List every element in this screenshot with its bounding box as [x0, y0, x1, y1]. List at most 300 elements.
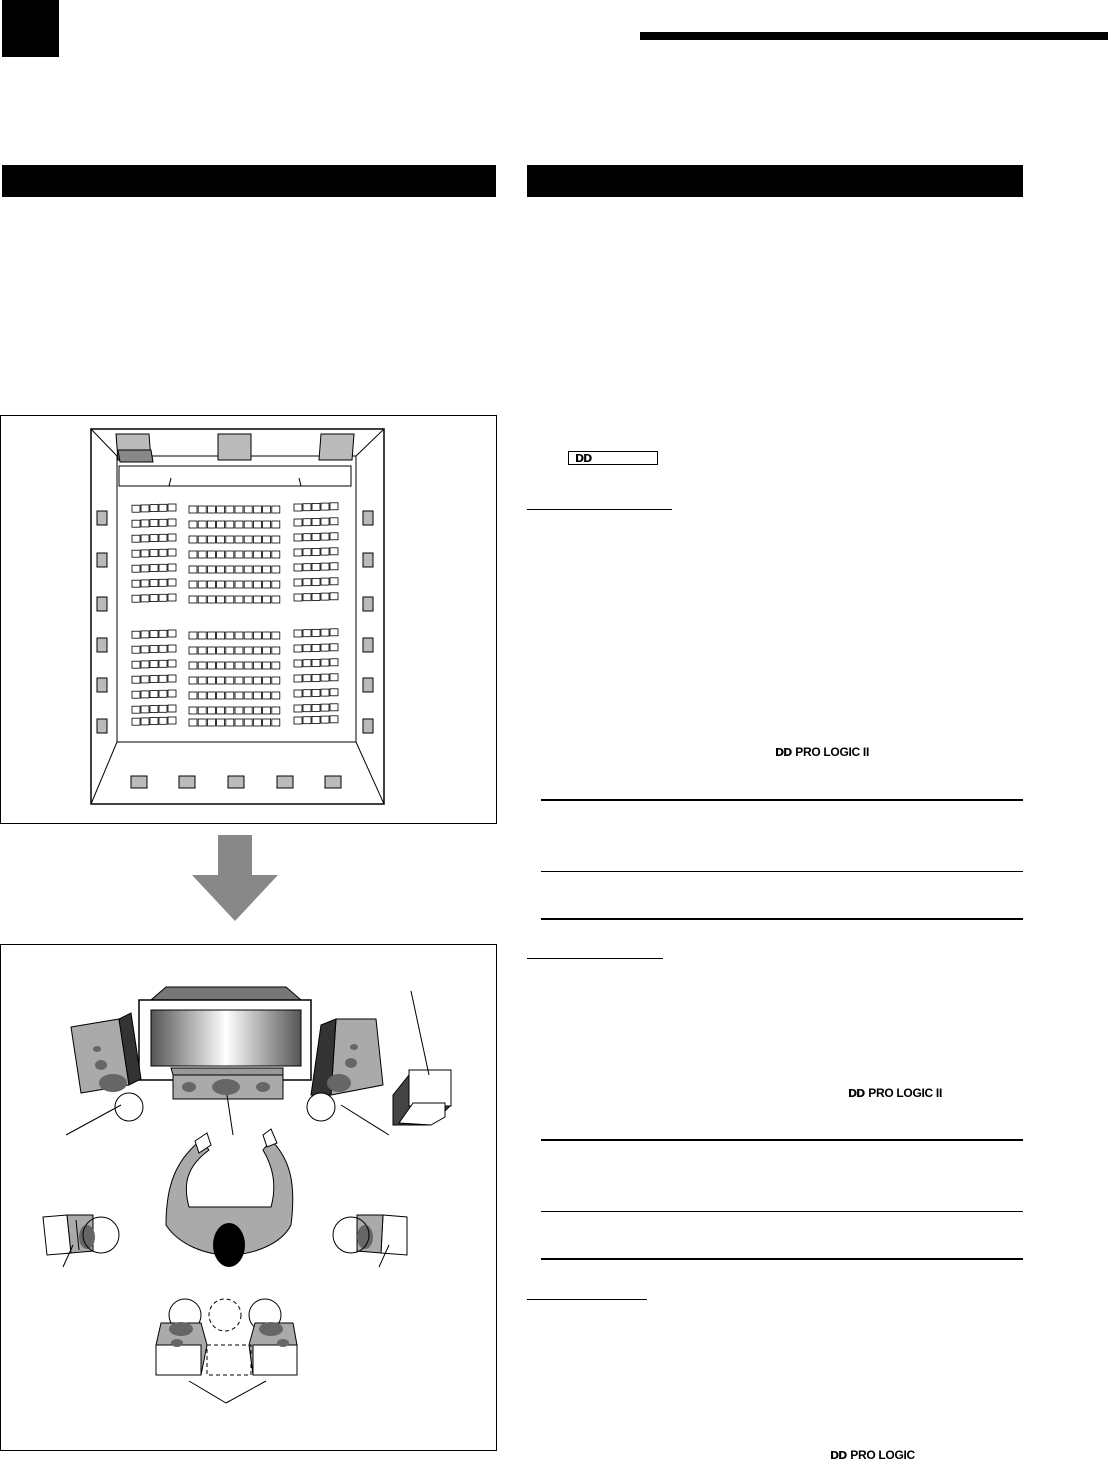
- seat: [198, 662, 206, 669]
- seat: [217, 506, 225, 513]
- dolby-logo-icon: DD: [575, 451, 592, 465]
- seat: [244, 506, 252, 513]
- seat: [321, 659, 329, 666]
- seat: [303, 717, 311, 724]
- seat: [141, 691, 149, 698]
- seat: [189, 506, 197, 513]
- seat: [150, 550, 158, 557]
- seat: [217, 581, 225, 588]
- seat: [312, 704, 320, 711]
- seat: [235, 677, 243, 684]
- seat: [235, 692, 243, 699]
- seat: [272, 581, 280, 588]
- seat: [132, 565, 140, 572]
- surround-back-speakers-icon: [156, 1299, 297, 1403]
- television-icon: [139, 987, 311, 1080]
- seat: [263, 551, 271, 558]
- seat: [244, 707, 252, 714]
- seat: [226, 551, 234, 558]
- seat: [150, 706, 158, 713]
- seat: [294, 660, 302, 667]
- seat: [244, 581, 252, 588]
- seat: [198, 536, 206, 543]
- home-theater-panel: [0, 944, 497, 1451]
- seat: [168, 549, 176, 556]
- seat: [226, 707, 234, 714]
- seat: [263, 632, 271, 639]
- seat: [294, 717, 302, 724]
- seat: [244, 662, 252, 669]
- seat: [312, 503, 320, 510]
- seat: [263, 647, 271, 654]
- seat: [244, 596, 252, 603]
- table2-top-rule: [541, 1139, 1023, 1141]
- seat: [141, 661, 149, 668]
- seat: [198, 521, 206, 528]
- seat: [321, 593, 329, 600]
- seat: [207, 647, 215, 654]
- seat: [321, 548, 329, 555]
- seat: [132, 550, 140, 557]
- seat: [207, 566, 215, 573]
- seat: [312, 518, 320, 525]
- seat: [189, 707, 197, 714]
- seat: [159, 549, 167, 556]
- seat: [235, 632, 243, 639]
- seat: [321, 644, 329, 651]
- seat: [303, 594, 311, 601]
- seat: [263, 506, 271, 513]
- seat: [253, 581, 261, 588]
- home-theater-speaker-layout-illustration: [1, 945, 496, 1450]
- seat: [294, 594, 302, 601]
- seat: [263, 566, 271, 573]
- seat: [207, 632, 215, 639]
- subwoofer-icon: [393, 1070, 451, 1125]
- seat: [150, 718, 158, 725]
- seat: [207, 536, 215, 543]
- table1-bottom-rule: [541, 918, 1023, 920]
- seat: [217, 566, 225, 573]
- seat: [159, 579, 167, 586]
- seat: [207, 719, 215, 726]
- seat: [263, 596, 271, 603]
- seat: [217, 521, 225, 528]
- seat: [141, 718, 149, 725]
- seat: [272, 632, 280, 639]
- table2-mid-rule: [541, 1211, 1023, 1212]
- seat: [168, 630, 176, 637]
- seat: [226, 677, 234, 684]
- seat: [207, 596, 215, 603]
- seat: [168, 660, 176, 667]
- seat: [303, 549, 311, 556]
- seat: [132, 718, 140, 725]
- seat: [141, 631, 149, 638]
- seat: [312, 674, 320, 681]
- seat: [312, 563, 320, 570]
- seat: [189, 566, 197, 573]
- seat: [253, 506, 261, 513]
- seat: [168, 675, 176, 682]
- pro-logic-logo: DD PRO LOGIC: [830, 1448, 915, 1462]
- seat: [321, 518, 329, 525]
- seat: [168, 645, 176, 652]
- seat: [226, 662, 234, 669]
- seat: [189, 536, 197, 543]
- seat: [235, 521, 243, 528]
- seat: [168, 594, 176, 601]
- seat: [189, 596, 197, 603]
- table1-mid-rule: [541, 871, 1023, 872]
- seat: [303, 660, 311, 667]
- seat: [235, 536, 243, 543]
- seat: [226, 581, 234, 588]
- seat: [207, 551, 215, 558]
- seat: [168, 504, 176, 511]
- seat: [198, 566, 206, 573]
- seat: [198, 719, 206, 726]
- seat: [189, 521, 197, 528]
- seat: [244, 536, 252, 543]
- seat: [207, 677, 215, 684]
- seat: [330, 503, 338, 510]
- pro-logic-2-logo-b: DD PRO LOGIC II: [848, 1086, 943, 1100]
- seat: [321, 629, 329, 636]
- seat: [198, 707, 206, 714]
- seat: [330, 578, 338, 585]
- seat: [150, 535, 158, 542]
- seat: [168, 519, 176, 526]
- seat: [217, 596, 225, 603]
- seat: [294, 645, 302, 652]
- seat: [330, 533, 338, 540]
- seat: [303, 534, 311, 541]
- seat: [159, 630, 167, 637]
- seat: [272, 536, 280, 543]
- seat: [217, 647, 225, 654]
- seat: [198, 581, 206, 588]
- seat: [263, 719, 271, 726]
- seat: [244, 551, 252, 558]
- seat: [294, 705, 302, 712]
- seat: [217, 632, 225, 639]
- seat: [235, 566, 243, 573]
- seat: [198, 551, 206, 558]
- surround-right-speaker-icon: [333, 1215, 407, 1267]
- seat: [168, 564, 176, 571]
- seat: [207, 692, 215, 699]
- seat: [132, 505, 140, 512]
- seat: [159, 534, 167, 541]
- seat: [330, 659, 338, 666]
- seat: [189, 677, 197, 684]
- seat: [330, 644, 338, 651]
- seat: [303, 504, 311, 511]
- seat: [168, 690, 176, 697]
- table1-top-rule: [541, 799, 1023, 801]
- seat: [235, 719, 243, 726]
- seat: [294, 675, 302, 682]
- seat: [189, 632, 197, 639]
- seat: [198, 647, 206, 654]
- seat: [330, 593, 338, 600]
- seat: [217, 551, 225, 558]
- seat: [141, 505, 149, 512]
- seat: [321, 503, 329, 510]
- listener-icon: [166, 1129, 293, 1267]
- seat: [235, 506, 243, 513]
- seat: [253, 692, 261, 699]
- seat: [235, 662, 243, 669]
- seat: [244, 521, 252, 528]
- seat: [294, 579, 302, 586]
- seat: [294, 519, 302, 526]
- seat: [272, 506, 280, 513]
- seat: [198, 692, 206, 699]
- seat: [198, 677, 206, 684]
- seat: [263, 521, 271, 528]
- table2-bottom-rule: [541, 1258, 1023, 1260]
- seat: [226, 596, 234, 603]
- seat: [226, 632, 234, 639]
- seat: [132, 520, 140, 527]
- seat: [159, 504, 167, 511]
- seat: [272, 692, 280, 699]
- seat: [217, 719, 225, 726]
- seat: [253, 536, 261, 543]
- seat: [294, 690, 302, 697]
- seat: [159, 705, 167, 712]
- seat: [330, 518, 338, 525]
- seat: [235, 596, 243, 603]
- down-arrow-icon: [190, 835, 280, 925]
- seat: [226, 692, 234, 699]
- subheading-rule-2: [527, 958, 663, 959]
- seat: [132, 706, 140, 713]
- seat: [132, 661, 140, 668]
- seat: [263, 692, 271, 699]
- seat: [303, 675, 311, 682]
- seat: [217, 677, 225, 684]
- seat: [168, 705, 176, 712]
- seat: [294, 564, 302, 571]
- dolby-logo-icon: DD: [775, 746, 792, 759]
- seat: [321, 674, 329, 681]
- seat: [235, 551, 243, 558]
- seat: [312, 593, 320, 600]
- seat: [330, 629, 338, 636]
- seat: [226, 566, 234, 573]
- dolby-logo-icon: DD: [830, 1449, 847, 1462]
- seat: [272, 566, 280, 573]
- seat: [235, 647, 243, 654]
- seat: [141, 646, 149, 653]
- seat: [303, 705, 311, 712]
- seat: [294, 630, 302, 637]
- seat: [217, 536, 225, 543]
- seat: [253, 662, 261, 669]
- seat: [141, 520, 149, 527]
- center-speaker-icon: [171, 1068, 283, 1099]
- seat: [244, 719, 252, 726]
- seat: [303, 564, 311, 571]
- seat: [312, 578, 320, 585]
- seat: [312, 548, 320, 555]
- seat: [207, 581, 215, 588]
- seat: [253, 707, 261, 714]
- seat: [272, 707, 280, 714]
- movie-theater-panel: [0, 415, 497, 824]
- seat: [330, 548, 338, 555]
- seat: [253, 632, 261, 639]
- surround-left-speaker-icon: [43, 1215, 119, 1267]
- seat: [235, 581, 243, 588]
- right-section-header-bar: [527, 165, 1023, 197]
- seat: [189, 692, 197, 699]
- seat: [303, 645, 311, 652]
- movie-theater-illustration: [1, 416, 496, 823]
- seat: [217, 707, 225, 714]
- seat: [159, 645, 167, 652]
- seat: [321, 716, 329, 723]
- seat: [303, 690, 311, 697]
- seat: [141, 580, 149, 587]
- seat: [272, 647, 280, 654]
- seat: [303, 519, 311, 526]
- seat: [150, 505, 158, 512]
- seat: [253, 521, 261, 528]
- seat: [244, 677, 252, 684]
- seat: [189, 551, 197, 558]
- seat: [189, 581, 197, 588]
- seat: [168, 717, 176, 724]
- seat: [217, 692, 225, 699]
- seat: [141, 595, 149, 602]
- seat: [198, 632, 206, 639]
- seat: [189, 719, 197, 726]
- seat: [150, 661, 158, 668]
- seat: [132, 580, 140, 587]
- seat: [141, 535, 149, 542]
- seat: [226, 647, 234, 654]
- seat: [244, 566, 252, 573]
- seat: [207, 521, 215, 528]
- seat: [312, 644, 320, 651]
- seat: [159, 519, 167, 526]
- seat: [150, 520, 158, 527]
- seat: [189, 662, 197, 669]
- seat: [330, 563, 338, 570]
- seat: [207, 707, 215, 714]
- seat: [330, 674, 338, 681]
- seat: [272, 719, 280, 726]
- seat: [253, 647, 261, 654]
- seat: [312, 533, 320, 540]
- seat: [272, 662, 280, 669]
- seat: [235, 707, 243, 714]
- seat: [150, 676, 158, 683]
- seat: [312, 689, 320, 696]
- seat: [253, 719, 261, 726]
- seat: [272, 551, 280, 558]
- subheading-rule-3: [527, 1299, 647, 1300]
- seat: [159, 717, 167, 724]
- seat: [330, 689, 338, 696]
- header-rule: [640, 32, 1108, 40]
- seat: [226, 506, 234, 513]
- seat: [263, 581, 271, 588]
- seat: [189, 647, 197, 654]
- seat: [244, 692, 252, 699]
- seat: [150, 646, 158, 653]
- seat: [159, 690, 167, 697]
- seat: [207, 506, 215, 513]
- seat: [253, 596, 261, 603]
- seat: [253, 677, 261, 684]
- seat: [330, 704, 338, 711]
- front-right-speaker-icon: [319, 434, 354, 460]
- seat: [253, 551, 261, 558]
- seat: [168, 579, 176, 586]
- seat: [321, 689, 329, 696]
- dolby-logo-icon: DD: [848, 1087, 865, 1100]
- seat: [217, 662, 225, 669]
- seat: [198, 506, 206, 513]
- seat: [141, 550, 149, 557]
- seat: [141, 565, 149, 572]
- front-left-speaker-icon: [116, 434, 153, 462]
- seat: [321, 578, 329, 585]
- seat: [150, 595, 158, 602]
- seat: [150, 631, 158, 638]
- seat: [159, 660, 167, 667]
- front-right-speaker-icon: [307, 1019, 383, 1121]
- seat: [132, 676, 140, 683]
- seat: [272, 677, 280, 684]
- seat: [312, 716, 320, 723]
- seat: [132, 535, 140, 542]
- front-center-speaker-icon: [218, 434, 251, 460]
- seat: [321, 563, 329, 570]
- seat: [168, 534, 176, 541]
- seat: [244, 647, 252, 654]
- seat: [150, 691, 158, 698]
- seat: [253, 566, 261, 573]
- seat: [272, 521, 280, 528]
- seat: [150, 580, 158, 587]
- seat: [141, 676, 149, 683]
- seat: [132, 595, 140, 602]
- seat: [303, 579, 311, 586]
- seat: [263, 536, 271, 543]
- seat: [226, 719, 234, 726]
- seat: [294, 534, 302, 541]
- seat: [159, 564, 167, 571]
- seat: [159, 675, 167, 682]
- front-left-speaker-icon: [71, 1013, 143, 1121]
- seat: [294, 504, 302, 511]
- seat: [159, 594, 167, 601]
- seat: [312, 629, 320, 636]
- seat: [150, 565, 158, 572]
- seat: [132, 691, 140, 698]
- seat: [226, 536, 234, 543]
- seat: [207, 662, 215, 669]
- seat: [312, 659, 320, 666]
- seat: [226, 521, 234, 528]
- seat: [330, 716, 338, 723]
